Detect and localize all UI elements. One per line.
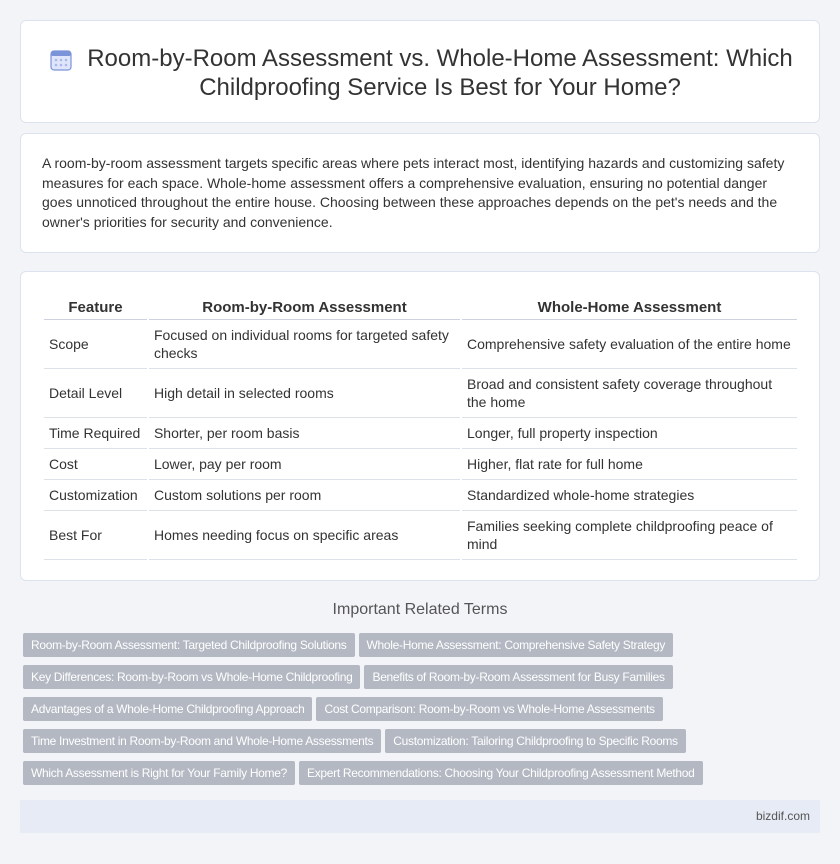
table-cell: Comprehensive safety evaluation of the entire home [462,320,797,369]
calendar-icon [49,48,73,72]
table-cell: Detail Level [44,369,147,418]
table-row [44,480,797,511]
title-card [20,20,820,123]
table-row [44,511,797,560]
related-term-tag[interactable]: Benefits of Room-by-Room Assessment for Busy Families [364,665,672,689]
related-term-tag[interactable]: Time Investment in Room-by-Room and Whole-Home Assessments [23,729,381,753]
column-header: Feature [44,296,147,320]
related-term-tag[interactable]: Which Assessment is Right for Your Family Home? [23,761,295,785]
intro-card [20,133,820,253]
table-cell: Broad and consistent safety coverage throughout the home [462,369,797,418]
table-cell: Shorter, per room basis [149,418,460,449]
related-terms-list [23,633,823,793]
table-row [44,369,797,418]
table-cell: Focused on individual rooms for targeted safety checks [149,320,460,369]
table-cell: Best For [44,511,147,560]
table-cell: Longer, full property inspection [462,418,797,449]
table-cell: Cost [44,449,147,480]
table-row [44,418,797,449]
comparison-card [20,271,820,581]
related-term-tag[interactable]: Key Differences: Room-by-Room vs Whole-Home Childproofing [23,665,360,689]
table-cell: Time Required [44,418,147,449]
footer-bar [20,800,820,833]
table-header-row [44,296,797,320]
comparison-table [42,296,799,560]
related-term-tag[interactable]: Advantages of a Whole-Home Childproofing Approach [23,697,312,721]
table-cell: Higher, flat rate for full home [462,449,797,480]
table-cell: Scope [44,320,147,369]
related-terms-heading: Important Related Terms [332,601,508,618]
table-cell: High detail in selected rooms [149,369,460,418]
table-cell: Families seeking complete childproofing peace of mind [462,511,797,560]
table-cell: Lower, pay per room [149,449,460,480]
table-row [44,449,797,480]
table-cell: Customization [44,480,147,511]
related-term-tag[interactable]: Cost Comparison: Room-by-Room vs Whole-Home Assessments [316,697,662,721]
related-term-tag[interactable]: Room-by-Room Assessment: Targeted Childproofing Solutions [23,633,355,657]
table-cell: Custom solutions per room [149,480,460,511]
table-cell: Standardized whole-home strategies [462,480,797,511]
footer-brand[interactable]: bizdif.com [755,809,810,823]
table-cell: Homes needing focus on specific areas [149,511,460,560]
related-term-tag[interactable]: Whole-Home Assessment: Comprehensive Safety Strategy [359,633,674,657]
column-header: Whole-Home Assessment [462,296,797,320]
page-title: Room-by-Room Assessment vs. Whole-Home Assessment: Which Childproofing Service Is Best for Your Home? [87,45,793,101]
related-term-tag[interactable]: Expert Recommendations: Choosing Your Childproofing Assessment Method [299,761,703,785]
intro-text: A room-by-room assessment targets specific areas where pets interact most, identifying hazards and customizing safety measures for each space. Whole-home assessment offers a comprehensive evaluation, ensuring no potential danger goes unnoticed throughout the entire house. Choosing between these approaches depends on the pet's needs and the owner's priorities for security and convenience. [42,155,785,230]
table-row [44,320,797,369]
related-term-tag[interactable]: Customization: Tailoring Childproofing to Specific Rooms [385,729,685,753]
column-header: Room-by-Room Assessment [149,296,460,320]
